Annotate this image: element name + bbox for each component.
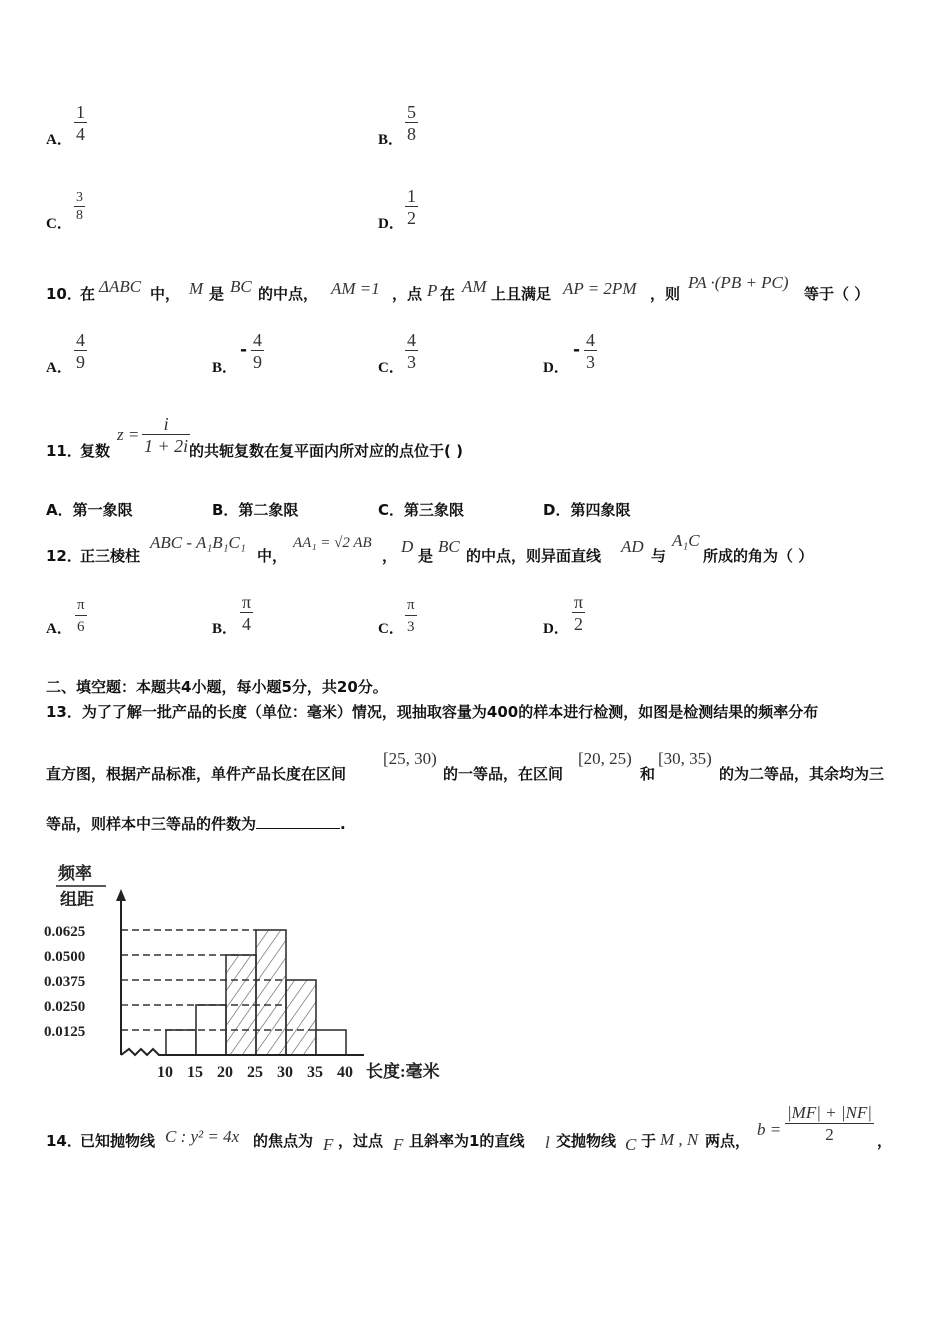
histogram-bar bbox=[166, 1030, 196, 1055]
q11-z: z = bbox=[117, 425, 140, 444]
q12-segment-bc: BC bbox=[438, 537, 460, 556]
q14-b: b = bbox=[757, 1120, 782, 1139]
q12-point-d: D bbox=[401, 537, 414, 556]
q10-option-d-label: D． bbox=[543, 360, 569, 376]
q12-option-c-fraction: π 3 bbox=[407, 597, 415, 635]
answer-blank[interactable] bbox=[256, 814, 340, 829]
q14-text: 已知抛物线 bbox=[80, 1132, 156, 1150]
q13-line-3: 等品，则样本中三等品的件数为 . bbox=[46, 815, 346, 833]
q9-option-c-fraction: 3 8 bbox=[76, 190, 83, 223]
q10-segment-bc: BC bbox=[230, 277, 252, 296]
q13-text: 的为二等品，其余均为三 bbox=[719, 765, 885, 783]
q10-condition-ap: AP = 2PM bbox=[563, 279, 637, 298]
x-tick-label: 25 bbox=[247, 1064, 263, 1081]
q9-option-b-fraction: 5 8 bbox=[407, 102, 416, 144]
q14-line-l: l bbox=[545, 1133, 550, 1152]
q13-interval-3: [30, 35) bbox=[658, 749, 712, 768]
y-axis-arrow bbox=[116, 889, 126, 901]
q10-option-b-sign: - bbox=[240, 340, 248, 360]
q14-text: 交抛物线 bbox=[556, 1132, 617, 1150]
x-tick-label: 35 bbox=[307, 1064, 323, 1081]
q10-number: 10． bbox=[46, 285, 82, 303]
x-tick-label: 10 bbox=[157, 1064, 173, 1081]
section-2-heading: 二、填空题：本题共4小题，每小题5分，共20分。 bbox=[46, 678, 388, 696]
q10-option-b-fraction: 4 9 bbox=[253, 330, 262, 372]
q12-option-b-fraction: π 4 bbox=[242, 592, 252, 634]
q11-text: 复数 bbox=[80, 442, 111, 460]
q10-text: 在 bbox=[80, 285, 96, 303]
histogram-bar bbox=[226, 955, 256, 1055]
y-tick-label: 0.0500 bbox=[44, 949, 86, 965]
q11-number: 11． bbox=[46, 442, 82, 460]
q11-option-b: B．第二象限 bbox=[212, 501, 299, 519]
q13-interval-1: [25, 30) bbox=[383, 749, 437, 768]
q12-text: 是 bbox=[418, 547, 434, 565]
q12-option-a-fraction: π 6 bbox=[77, 597, 85, 635]
q10-text: 在 bbox=[440, 285, 456, 303]
q14-focus-f: F bbox=[393, 1135, 404, 1154]
q13-line-1: 13．为了了解一批产品的长度（单位：毫米）情况，现抽取容量为400的样本进行检测，如图是检测结果的频率分布 bbox=[46, 703, 819, 721]
q10-option-c-label: C． bbox=[378, 360, 404, 376]
q12-text: 与 bbox=[651, 547, 667, 565]
q12-condition: AA₁ = √2 AB bbox=[293, 535, 372, 551]
y-axis-label: 组距 bbox=[60, 890, 94, 909]
q12-text: 中， bbox=[257, 547, 288, 565]
q12-line-a1c: A₁C bbox=[672, 531, 700, 550]
frequency-histogram bbox=[40, 855, 470, 1085]
q14-fraction: |MF| + |NF| 2 bbox=[787, 1103, 872, 1144]
q14-text: 的焦点为 bbox=[253, 1132, 314, 1150]
q10-text: 中， bbox=[150, 285, 181, 303]
y-axis-label: 频率 bbox=[58, 864, 92, 883]
q9-option-a-fraction: 1 4 bbox=[76, 102, 85, 144]
q10-point-p: P bbox=[427, 281, 438, 300]
x-tick-label: 20 bbox=[217, 1064, 233, 1081]
q12-text: 的中点，则异面直线 bbox=[466, 547, 602, 565]
q9-option-a-label: A． bbox=[46, 132, 72, 148]
q14-text: ， bbox=[877, 1132, 893, 1150]
x-tick-label: 30 bbox=[277, 1064, 293, 1081]
q10-text: ，则 bbox=[650, 285, 681, 303]
x-tick-label: 15 bbox=[187, 1064, 203, 1081]
q11-option-a: A．第一象限 bbox=[46, 501, 133, 519]
q14-text: 于 bbox=[641, 1132, 657, 1150]
q12-option-d-label: D． bbox=[543, 621, 569, 637]
q12-option-d-fraction: π 2 bbox=[574, 592, 584, 634]
histogram-bar bbox=[286, 980, 316, 1055]
q10-option-d-sign: - bbox=[573, 340, 581, 360]
q10-text: 的中点， bbox=[258, 285, 319, 303]
q10-point-m: M bbox=[189, 279, 204, 298]
q10-segment-am: AM bbox=[462, 277, 487, 296]
histogram-bar bbox=[316, 1030, 346, 1055]
q12-text: ， bbox=[382, 547, 398, 565]
q10-text: ，点 bbox=[392, 285, 423, 303]
x-tick-label: 40 bbox=[337, 1064, 353, 1081]
q11-text: 的共轭复数在复平面内所对应的点位于( ) bbox=[189, 442, 463, 460]
q14-text: ，过点 bbox=[338, 1132, 384, 1150]
q10-condition-am: AM =1 bbox=[331, 279, 380, 298]
q12-text: 正三棱柱 bbox=[80, 547, 141, 565]
q9-option-d-label: D． bbox=[378, 216, 404, 232]
y-tick-label: 0.0375 bbox=[44, 974, 86, 990]
q14-number: 14． bbox=[46, 1132, 82, 1150]
q11-option-d: D．第四象限 bbox=[543, 501, 631, 519]
q11-fraction: i 1 + 2i bbox=[144, 414, 189, 456]
q10-option-c-fraction: 4 3 bbox=[407, 330, 416, 372]
q10-option-b-label: B． bbox=[212, 360, 238, 376]
q14-points-mn: M , N bbox=[660, 1130, 699, 1149]
q12-option-c-label: C． bbox=[378, 621, 404, 637]
q10-option-a-fraction: 4 9 bbox=[76, 330, 85, 372]
q14-curve-c: C bbox=[625, 1135, 637, 1154]
q13-text: 和 bbox=[640, 765, 656, 783]
q10-option-a-label: A． bbox=[46, 360, 72, 376]
y-tick-label: 0.0250 bbox=[44, 999, 86, 1015]
histogram-bar bbox=[256, 930, 286, 1055]
q10-expression: PA ·(PB + PC) bbox=[688, 273, 789, 292]
q12-option-b-label: B． bbox=[212, 621, 238, 637]
q9-option-d-fraction: 1 2 bbox=[407, 186, 416, 228]
q14-text: 两点， bbox=[705, 1132, 751, 1150]
q12-line-ad: AD bbox=[621, 537, 644, 556]
q13-text: 直方图，根据产品标准，单件产品长度在区间 bbox=[46, 765, 347, 783]
q10-option-d-fraction: 4 3 bbox=[586, 330, 595, 372]
y-tick-label: 0.0125 bbox=[44, 1024, 86, 1040]
x-axis-label: 长度:毫米 bbox=[366, 1062, 440, 1081]
q12-number: 12． bbox=[46, 547, 82, 565]
q13-interval-2: [20, 25) bbox=[578, 749, 632, 768]
q11-option-c: C．第三象限 bbox=[378, 501, 465, 519]
q9-option-b-label: B． bbox=[378, 132, 404, 148]
q14-focus-f: F bbox=[323, 1135, 334, 1154]
y-tick-label: 0.0625 bbox=[44, 924, 86, 940]
q10-triangle: ΔABC bbox=[99, 277, 142, 296]
q12-option-a-label: A． bbox=[46, 621, 72, 637]
q9-option-c-label: C． bbox=[46, 216, 72, 232]
q12-text: 所成的角为（ ） bbox=[703, 547, 814, 565]
q14-parabola-equation: C : y² = 4x bbox=[165, 1127, 240, 1146]
q10-text: 是 bbox=[209, 285, 225, 303]
q10-text: 等于（ ） bbox=[804, 285, 870, 303]
q12-prism: ABC - A₁B₁C₁ bbox=[150, 533, 246, 552]
q14-text: 且斜率为1的直线 bbox=[409, 1132, 525, 1150]
q10-text: 上且满足 bbox=[491, 285, 552, 303]
q13-text: 的一等品，在区间 bbox=[443, 765, 564, 783]
